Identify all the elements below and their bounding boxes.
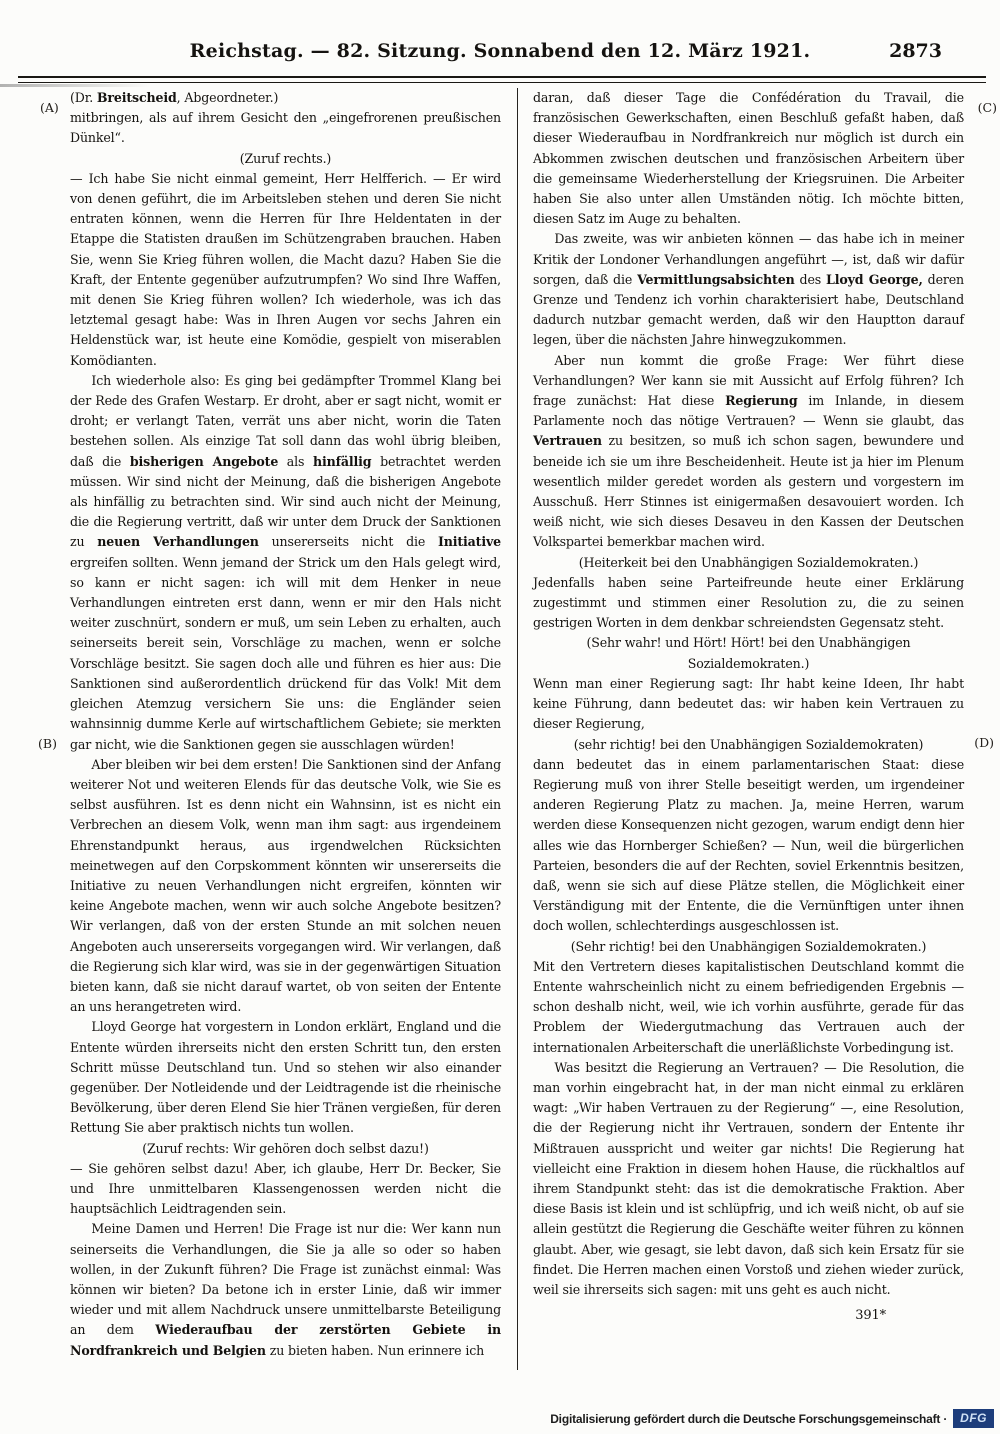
- paragraph: Das zweite, was wir anbieten können — das habe ich in meiner Kritik der Londoner Verhandlungen angeführt —, ist, daß wir dafür sorgen, daß die Vermittlungsabsichten des Lloyd George, deren Grenze und Tendenz ich vorhin charakterisiert habe, Deutschland dadurch nutzbar gemacht werden, daß wir den Hauptton darauf legen, über die nächsten Jahre hinwegzukommen.: [533, 231, 965, 348]
- page-number: 2873: [889, 40, 942, 62]
- stage-direction: (Sehr wahr! und Hört! Hört! bei den Unabhängigen Sozialdemokraten.): [586, 635, 911, 671]
- scan-artifact: [0, 84, 150, 87]
- footnote-mark: 391*: [855, 1308, 886, 1324]
- paragraph: Ich wiederhole also: Es ging bei gedämpfter Trommel Klang bei der Rede des Grafen Westarp. Er droht, aber er sagt nicht, womit er droht; er verlangt Taten, verrät uns aber nicht, worin die Taten bestehen sollen. Als einzige Tat soll dann das wohl übrig bleiben, daß die bisherigen Angebote als hinfällig betrachtet werden müssen. Wir sind nicht der Meinung, daß die bisherigen Angebote als hinfällig zu betrachten sind. Wir sind auch nicht der Meinung, die die Regierung vertritt, daß wir unter dem Druck der Sanktionen zu neuen Verhandlungen unsererseits nicht die Initiative ergreifen sollten. Wenn jemand der Strick um den Hals gelegt wird, so kann er nicht sagen: ich will mit dem Henker in neue Verhandlungen eintreten erst dann, wenn er mir den Hals nicht weiter zuschnürt, sondern er muß, um sein Leben zu erhalten, auch seinerseits bereit sein, Vorschläge zu machen, wenn er solche Vorschläge besitzt. Sie sagen doch alle und führen es hier aus: Die Sanktionen sind außerordentlich drückend für das Volk! Mit dem gleichen Atemzug versichern Sie uns: die Engländer seien wahnsinnig dumme Kerle auf wirtschaftlichem Gebiete; sie merkten gar nicht, wie die Sanktionen gegen sie ausschlagen würden!: [70, 372, 501, 752]
- paragraph: Aber nun kommt die große Frage: Wer führt diese Verhandlungen? Wer kann sie mit Aussicht auf Erfolg führen? Ich frage zunächst: Hat diese Regierung im Inlande, in diesem Parlamente noch das nötige Vertrauen? — Wenn sie glaubt, das Vertrauen zu besitzen, so muß ich schon sagen, bewundere und beneide ich sie um ihre Bescheidenheit. Heute ist ja hier im Plenum wesentlich milder geredet worden als gestern und vorgestern im Ausschuß. Herr Stinnes ist einigermaßen desavouiert worden. Ich weiß nicht, wie sich dieses Desaveu in den Kassen der Deutschen Volkspartei bemerkbar machen wird.: [533, 352, 964, 550]
- stage-direction: (Sehr richtig! bei den Unabhängigen Sozialdemokraten.): [570, 938, 927, 954]
- page-title: Reichstag. — 82. Sitzung. Sonnabend den 12. März 1921.: [189, 40, 811, 62]
- header-double-rule: [18, 76, 986, 83]
- stage-direction: (Heiterkeit bei den Unabhängigen Sozialdemokraten.): [578, 554, 919, 570]
- paragraph: Jedenfalls haben seine Parteifreunde heute einer Erklärung zugestimmt und stimmen einer Resolution zu, die zu seinen gestrigen Worten in dem denkbar schreiendsten Gegensatz steht.: [533, 574, 964, 631]
- dfg-logo: DFG: [953, 1409, 994, 1428]
- right-column: [533, 88, 964, 1374]
- paragraph: Lloyd George hat vorgestern in London erklärt, England und die Entente würden ihrerseits nicht den ersten Schritt tun, den ersten Schritt müsse Deutschland tun. Und so stehen wir also einander gegenüber. Der Notleidende und der Leidtragende ist die rheinische Bevölkerung, über deren Elend Sie hier Tränen vergießen, für deren Rettung Sie aber praktisch nichts tun wollen.: [70, 1019, 501, 1136]
- page-header: [30, 40, 970, 74]
- paragraph: — Sie gehören selbst dazu! Aber, ich glaube, Herr Dr. Becker, Sie und Ihre unmittelbaren Klassengenossen werden nicht die hauptsächlich Leidtragenden sein.: [70, 1160, 501, 1217]
- paragraph: Wenn man einer Regierung sagt: Ihr habt keine Ideen, Ihr habt keine Führung, dann bedeutet das: wir haben kein Vertrauen zu dieser Regierung,: [533, 675, 964, 732]
- left-column: [70, 88, 501, 1374]
- margin-letter-b: (B): [38, 736, 57, 751]
- paragraph: Meine Damen und Herren! Die Frage ist nur die: Wer kann nun seinerseits die Verhandlungen, die Sie ja alle so oder so haben wollen, in der Zukunft führen? Die Frage ist zunächst einmal: Was können wir bieten? Da betone ich in erster Linie, daß wir immer wieder und mit allem Nachdruck unsere unmittelbarste Beteiligung an dem Wiederaufbau der zerstörten Gebiete in Nordfrankreich und Belgien zu bieten haben. Nun erinnere ich: [70, 1221, 501, 1358]
- paragraph: dann bedeutet das in einem parlamentarischen Staat: diese Regierung muß von ihrer Stelle beseitigt werden, um irgendeiner anderen Regierung Platz zu machen. Ja, meine Herren, warum werden diese Konsequenzen nicht gezogen, warum endigt denn hier alles wie das Hornberger Schießen? — Nun, weil die bürgerlichen Parteien, besonders die auf der Rechten, soviel Erkenntnis besitzen, daß, wenn sie sich auf diese Plätze stellen, die Möglichkeit einer Verständigung mit der Entente, die die Vernünftigen unter ihnen doch wollen, schlechterdings ausgeschlossen ist.: [533, 756, 964, 934]
- margin-letter-d: (D): [974, 735, 994, 750]
- credit-text: Digitalisierung gefördert durch die Deutsche Forschungsgemeinschaft ·: [550, 1411, 948, 1426]
- paragraph: — Ich habe Sie nicht einmal gemeint, Herr Helfferich. — Er wird von denen geführt, die im Arbeitsleben stehen und deren Sie nicht entraten können, wenn die Herren für Ihre Heldentaten in der Etappe die Statisten draußen im Schützengraben brauchen. Haben Sie, wenn Sie Krieg führen wollen, die Macht dazu? Haben Sie die Kraft, der Entente gegenüber aufzutrumpfen? Wo sind Ihre Waffen, mit denen Sie Krieg führen wollen? Ich wiederhole, was ich das letztemal gesagt habe: Was in Ihren Augen vor sechs Jahren ein Heldenstück war, ist heute eine Komödie, gespielt von miserablen Komödianten.: [70, 170, 501, 368]
- speaker-line: (Dr. Breitscheid, Abgeordneter.): [70, 90, 279, 105]
- paragraph: Mit den Vertretern dieses kapitalistischen Deutschland kommt die Entente wahrscheinlich nicht zu einem befriedigenden Ergebnis — schon deshalb nicht, weil, wie ich vorhin ausführte, gerade für das Problem der Wiedergutmachung das Vertrauen auch der internationalen Arbeiterschaft die unerläßlichste Vorbedingung ist.: [533, 958, 964, 1055]
- paragraph: Aber bleiben wir bei dem ersten! Die Sanktionen sind der Anfang weiterer Not und weiteren Elends für das deutsche Volk, wie Sie es selbst ausführen. Ist es denn nicht ein Wahnsinn, ist es nicht ein Verbrechen an diesem Volk, wenn man ihm sagt: aus irgendeinem Ehrenstandpunkt heraus, aus irgendwelchen Rücksichten meinetwegen auf den Corpskomment könnten wir unsererseits die Initiative zu neuen Verhandlungen nicht ergreifen, könnten wir keine Angebote machen, wenn wir auch solche Angebote besitzen? Wir verlangen, daß von der ersten Stunde an mit solchen neuen Angeboten auch unsererseits vorgegangen wird. Wir verlangen, daß die Regierung sich klar wird, was sie in der gegenwärtigen Situation bieten kann, daß sie nicht darauf wartet, ob von seiten der Entente an uns herangetreten wird.: [70, 756, 501, 1015]
- two-column-body: [70, 88, 966, 1374]
- digitization-credit: [550, 1409, 994, 1428]
- stage-direction: (Zuruf rechts.): [239, 150, 332, 166]
- stage-direction: (Zuruf rechts: Wir gehören doch selbst dazu!): [142, 1140, 429, 1156]
- stage-direction: (sehr richtig! bei den Unabhängigen Sozialdemokraten): [573, 736, 924, 752]
- column-divider-rule: [517, 88, 518, 1370]
- margin-letter-c: (C): [977, 100, 997, 115]
- paragraph: mitbringen, als auf ihrem Gesicht den „eingefrorenen preußischen Dünkel“.: [70, 110, 501, 146]
- paragraph: daran, daß dieser Tage die Confédération du Travail, die französischen Gewerkschaften, einen Beschluß gefaßt haben, daß dieser Wiederaufbau in Nordfrankreich nur möglich ist durch ein Abkommen zwischen deutschen und französischen Arbeitern über die gemeinsame Wiederherstellung der Kriegsruinen. Die Arbeiter haben Sie also unter allen Umständen nötig. Ich möchte bitten, diesen Satz im Auge zu behalten.: [533, 90, 964, 227]
- paragraph: Was besitzt die Regierung an Vertrauen? — Die Resolution, die man vorhin eingebracht hat, in der man nicht einmal zu erklären wagt: „Wir haben Vertrauen zu der Regierung“ —, eine Resolution, die der Regierung nicht ihr Vertrauen, sondern der Entente ihr Mißtrauen ausspricht und weiter gar nichts! Die Regierung hat vielleicht eine Fraktion in diesem hohen Hause, die rückhaltlos auf ihrem Standpunkt steht: das ist die demokratische Fraktion. Aber diese Basis ist klein und ist schlüpfrig, und ich weiß nicht, ob auf sie allein gestützt die Regierung die Geschäfte weiter führen zu können glaubt. Aber, wie gesagt, sie lebt davon, daß sich kein Ersatz für sie findet. Die Herren machen einen Vorstoß und ziehen wieder zurück, weil sie ihrerseits sich sagen: mit uns geht es auch nicht.: [533, 1059, 964, 1297]
- margin-letter-a: (A): [40, 100, 59, 115]
